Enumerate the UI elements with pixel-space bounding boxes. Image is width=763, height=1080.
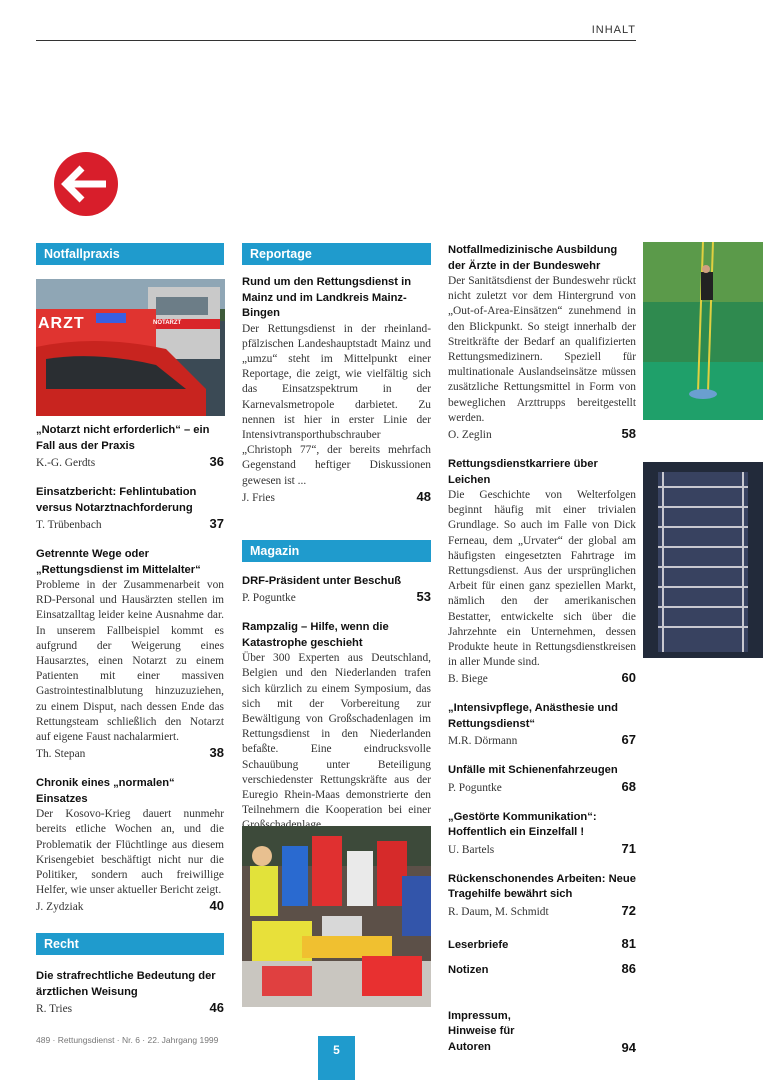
entry-author: P. Poguntke [448, 781, 502, 794]
photo-disaster-exercise [242, 826, 431, 1007]
entry-title: DRF-Präsident unter Beschuß [242, 574, 402, 587]
entry-description: Der Kosovo-Krieg dauert nunmehr bereits etliche Wochen an, und die Problematik der Flüchtlinge aus diesem Krisengebiet beschäftigt nicht nur die Politiker, sondern auch freiwillige Helfer, wie unser aktueller Bericht zeigt. [36, 808, 224, 897]
toc-entry[interactable] [36, 776, 224, 915]
toc-entry[interactable] [448, 961, 636, 979]
entry-title: Leserbriefe [448, 938, 509, 951]
photo-stretchers [643, 462, 763, 658]
back-arrow-icon[interactable] [54, 152, 118, 216]
entry-author: J. Fries [242, 491, 275, 504]
toc-entry[interactable] [36, 547, 224, 762]
section-recht: Recht [36, 933, 224, 955]
entry-author: M.R. Dörmann [448, 735, 518, 748]
entry-description: Probleme in der Zusammenarbeit von RD-Personal und Hausärzten stellen im Einsatzalltag leider keine Ausnahme dar. In unserem Fallbeispiel kommt es aufgrund der Weigerung eines Hausarztes, einen Notarzt zu einem Patienten mit einer massiven Gastrointestinalblutung hinzuzuziehen, zu einem Disput, nach dessen Ende das Rettungsteam schließlich den Notarzt auf eigene Faust nachalarmiert. [36, 579, 224, 744]
entry-author: R. Tries [36, 1003, 73, 1016]
section-magazin: Magazin [242, 540, 431, 562]
entry-page: 58 [621, 426, 636, 442]
entry-author: U. Bartels [448, 843, 495, 856]
entry-page: 40 [209, 898, 224, 914]
section-notfallpraxis: Notfallpraxis [36, 243, 224, 265]
page-number: 5 [318, 1036, 355, 1080]
entry-page: 72 [621, 902, 636, 918]
footer-citation: 489 · Rettungsdienst · Nr. 6 · 22. Jahrgang 1999 [36, 1035, 219, 1045]
entry-title: Rampzalig – Hilfe, wenn die Katastrophe geschieht [242, 621, 389, 649]
entry-page: 94 [621, 1040, 636, 1056]
entry-title: Unfälle mit Schienenfahrzeugen [448, 764, 618, 777]
entry-title: Rückenschonendes Arbeiten: Neue Tragehilfe bewährt sich [448, 872, 636, 901]
entry-title: Einsatzbericht: Fehlintubation versus Notarztnachforderung [36, 486, 197, 514]
toc-entry[interactable] [36, 485, 224, 533]
toc-entry[interactable] [36, 969, 224, 1017]
entry-description: Über 300 Experten aus Deutschland, Belgien und den Niederlanden trafen sich kürzlich zu einem Symposium, das sich mit der Vorbereitung zur Bewältigung von Großschadenlagen im Rettungsdienst in den Niederlanden befaßte. Eine eindrucksvolle Schauübung unter Beteiligung verschiedenster Rettungskräfte aus der Euregio Rhein-Maas demonstrierte den Teilnehmern die Kooperation bei einer [242, 652, 431, 817]
entry-title: Notizen [448, 964, 489, 977]
entry-title: „Notarzt nicht erforderlich“ – ein Fall aus der Praxis [36, 424, 210, 452]
entry-title: Impressum, Hinweise für Autoren [448, 1009, 515, 1053]
header-label: INHALT [591, 24, 636, 36]
toc-entry[interactable] [448, 763, 636, 796]
toc-entry[interactable] [36, 423, 224, 471]
entry-page: 36 [209, 454, 224, 469]
entry-author: B. Biege [448, 673, 488, 686]
entry-page: 38 [209, 745, 224, 761]
header-rule [36, 40, 636, 41]
entry-author: O. Zeglin [448, 429, 492, 442]
toc-entry[interactable] [448, 810, 636, 858]
column-2 [242, 243, 431, 865]
photo-bundeswehr-rescue [643, 242, 763, 420]
entry-page: 71 [621, 840, 636, 856]
entry-title: Notfallmedizinische Ausbildung der Ärzte in der Bundeswehr [448, 244, 618, 272]
entry-title: „Intensivpflege, Anästhesie und Rettungsdienst“ [448, 702, 618, 730]
column-3 [448, 243, 636, 1069]
entry-page: 81 [621, 935, 636, 951]
toc-entry[interactable] [448, 1009, 636, 1056]
car-sign: ARZT [38, 315, 85, 332]
entry-author: J. Zydziak [36, 901, 84, 914]
entry-title: Rettungsdienstkarriere über Leichen [448, 458, 598, 486]
entry-author: T. Trübenbach [36, 519, 102, 531]
photo-notarzt-car [36, 279, 225, 416]
entry-author: K.-G. Gerdts [36, 457, 96, 469]
entry-page: 46 [209, 1000, 224, 1016]
toc-entry[interactable] [448, 872, 636, 920]
toc-entry[interactable] [242, 574, 431, 607]
entry-description: Der Sanitätsdienst der Bundeswehr rückt nicht zuletzt vor dem Hintergrund von „Out-of-Area-Einsätzen“ zunehmend in den Blickpunkt. So steigt innerhalb der Streitkräfte der Bedarf an qualifizierten Rettungsmedizinern. Speziell für multinationale Auslandseinsätze müssen zusätzliche Rettungsmittel in Form von beweglichen Arzttrupps bereitgestellt werden. [448, 275, 636, 424]
section-reportage: Reportage [242, 243, 431, 265]
entry-page: 53 [416, 589, 431, 605]
toc-entry[interactable] [448, 936, 636, 954]
entry-page: 86 [621, 961, 636, 977]
entry-page: 60 [621, 670, 636, 686]
toc-entry[interactable] [448, 701, 636, 749]
toc-entry[interactable] [242, 620, 431, 850]
toc-entry[interactable] [448, 243, 636, 443]
entry-page: 68 [621, 778, 636, 794]
entry-title: Rund um den Rettungsdienst in Mainz und im Landkreis Mainz-Bingen [242, 276, 412, 319]
entry-author: P. Poguntke [242, 592, 296, 605]
entry-title: Die strafrechtliche Bedeutung der ärztlichen Weisung [36, 970, 216, 998]
entry-description: Der Rettungsdienst in der rheinland-pfälzischen Landeshauptstadt Mainz und „umzu“ steht im Mittelpunkt einer Reportage, die zeigt, wie vielfältig sich das Einsatzspektrum in der Karnevalsmetropole darbietet. Zu nennen ist hier in erster Linie der Intensivtransporthubschrauber „Christoph 77“, der bereits mehrfach Gegenstand heftiger Diskussionen gewesen ist ... [242, 322, 431, 487]
entry-title: Chronik eines „normalen“ Einsatzes [36, 777, 175, 805]
entry-title: Getrennte Wege oder „Rettungsdienst im Mittelalter“ [36, 548, 201, 576]
toc-entry[interactable] [448, 457, 636, 687]
entry-author: Th. Stepan [36, 748, 86, 761]
vehicle-sign: NOTARZT [153, 320, 182, 326]
entry-title: „Gestörte Kommunikation“: Hoffentlich ein Einzelfall ! [448, 810, 597, 839]
entry-page: 48 [416, 488, 431, 504]
entry-author: R. Daum, M. Schmidt [448, 905, 549, 918]
entry-page: 37 [209, 516, 224, 531]
entry-description: Die Geschichte von Welterfolgen beginnt häufig mit einer trivialen Grundlage. So auch im Falle von Dick Ferneau, dem „Urvater“ der global am häufigsten eingesetzten Fahrtrage im Rettungsdienst. Aus der ursprünglichen Arbeit für einen ganz speziellen Markt, nämlich den der amerikanischen Bestatter, entwickelte sich über die Jahrzehnte ein Unternehmen, dessen Produkte heute in Rettungsdienstkreisen in aller Munde sind. [448, 489, 636, 669]
entry-page: 67 [621, 732, 636, 748]
toc-entry[interactable] [242, 275, 431, 506]
